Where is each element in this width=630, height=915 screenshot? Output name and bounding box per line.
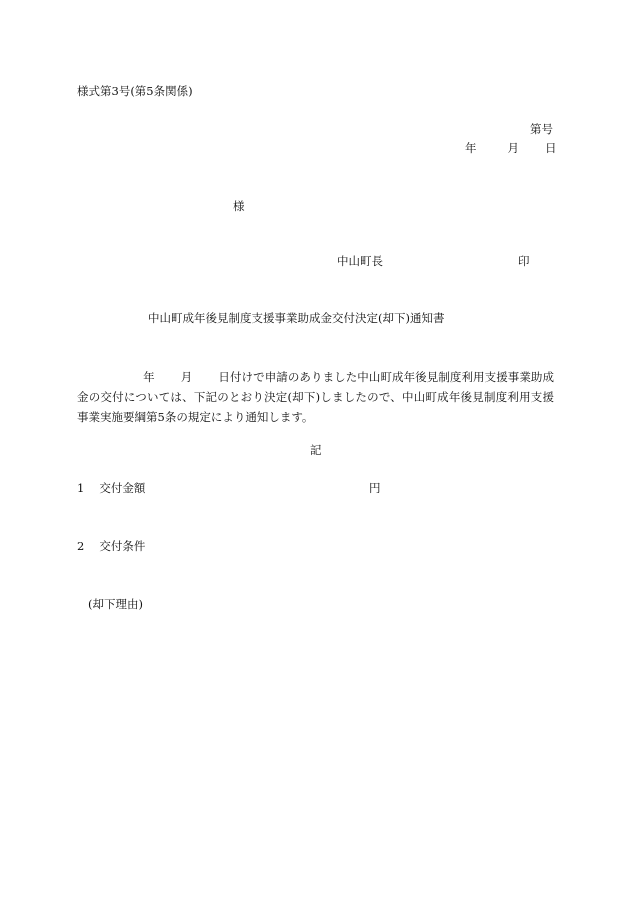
document-title: 中山町成年後見制度支援事業助成金交付決定(却下)通知書 [148,311,445,325]
item-number: 1 [77,481,85,495]
rejection-reason-label: (却下理由) [88,597,143,611]
body-text: 日付けで申請のありました中山町成年後見制度利用支援事業助成金の交付については、下記のとおり決定(却下)しましたので、中山町成年後見制度利用支援事業実施要綱第5条の規定により通知します。 [77,370,555,424]
issuer-title: 中山町長 [337,254,383,268]
date-year: 年 [465,141,477,155]
issuer-seal: 印 [518,254,530,268]
date-day: 日 [545,141,557,155]
body-year: 年 [143,370,155,384]
body-month: 月 [180,370,193,384]
date-month: 月 [507,141,519,155]
ki-heading: 記 [310,443,322,457]
notice-body [77,367,554,427]
item-1-unit: 円 [369,481,381,495]
item-label: 交付金額 [99,481,146,495]
item-number: 2 [77,539,85,553]
form-label: 様式第3号(第5条関係) [77,84,193,98]
issue-date [465,143,557,155]
item-label: 交付条件 [99,539,146,553]
item-2 [77,541,145,553]
addressee-suffix: 様 [233,199,245,213]
issue-number: 第号 [530,122,553,136]
item-1 [77,483,145,495]
